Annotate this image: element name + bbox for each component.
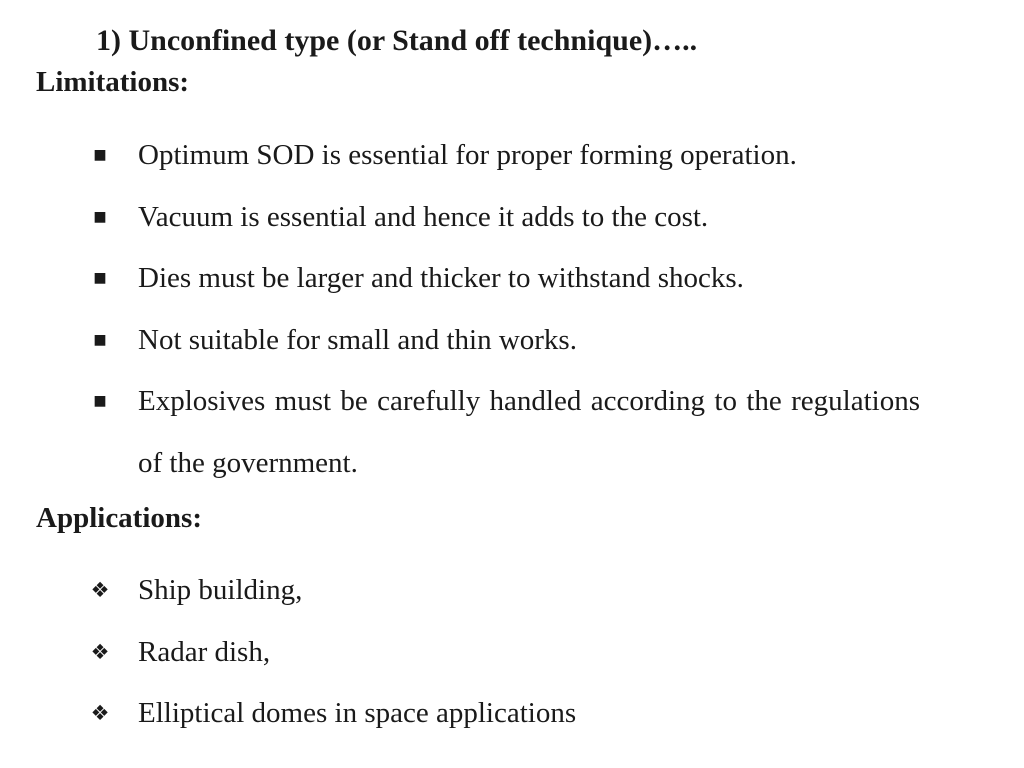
square-bullet-icon: ■ [93, 270, 107, 286]
limitations-list [0, 125, 1024, 494]
application-text: Radar dish, [138, 635, 271, 668]
limitation-item [0, 371, 1024, 494]
limitation-item [0, 125, 1024, 187]
square-bullet-icon: ■ [93, 393, 107, 409]
limitation-item [0, 310, 1024, 372]
limitations-heading: Limitations: [36, 66, 190, 98]
application-text: Ship building, [138, 574, 303, 606]
application-item [0, 683, 1024, 745]
limitation-item [0, 187, 1024, 249]
limitation-text: Not suitable for small and thin works. [138, 323, 577, 356]
limitation-item [0, 248, 1024, 310]
square-bullet-icon: ■ [93, 331, 107, 348]
application-item [0, 622, 1024, 684]
limitation-text: Optimum SOD is essential for proper forming operation. [138, 139, 797, 171]
square-bullet-icon: ■ [93, 147, 107, 163]
slide-title: 1) Unconfined type (or Stand off technique)….. [96, 24, 698, 57]
application-item [0, 560, 1024, 622]
application-text: Elliptical domes in space applications [138, 697, 577, 729]
square-bullet-icon: ■ [93, 208, 107, 225]
limitation-text: Vacuum is essential and hence it adds to the cost. [138, 200, 709, 233]
limitation-text: Dies must be larger and thicker to withstand shocks. [138, 262, 744, 294]
four-diamond-bullet-icon: ❖ [90, 578, 110, 602]
four-diamond-bullet-icon: ❖ [90, 639, 110, 664]
applications-list [0, 560, 1024, 745]
limitation-text: Explosives must be carefully handled according to the regulations of the government. [138, 385, 920, 479]
four-diamond-bullet-icon: ❖ [90, 701, 110, 725]
applications-heading: Applications: [36, 502, 202, 534]
